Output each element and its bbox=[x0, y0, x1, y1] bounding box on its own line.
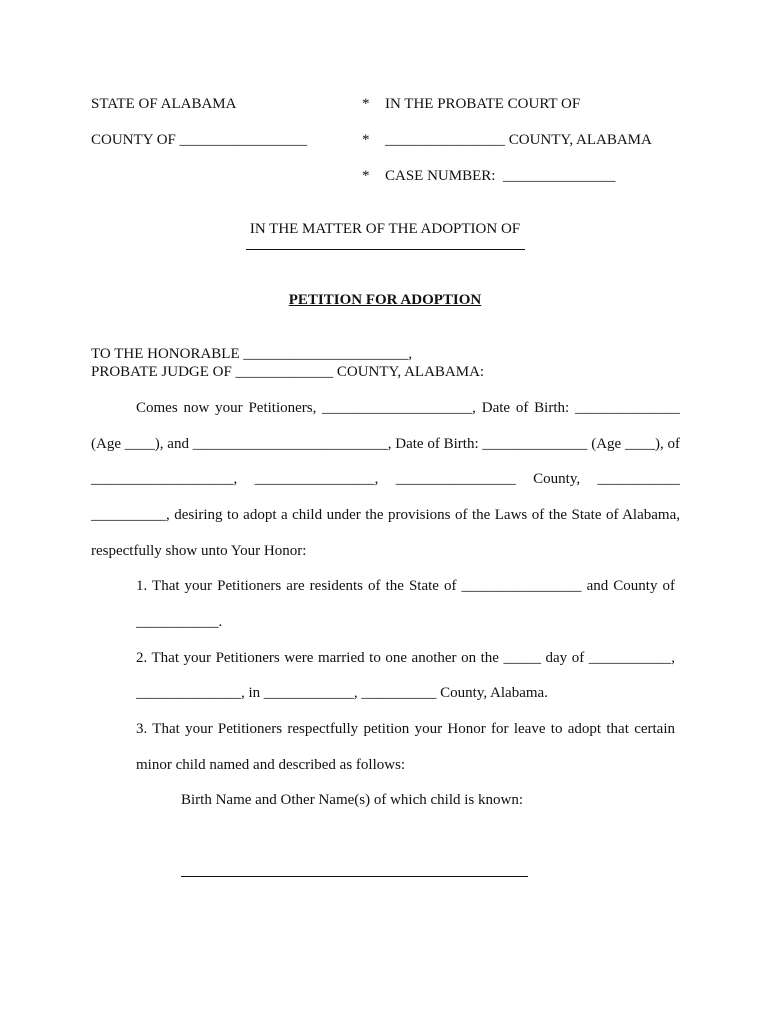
caption-star: * bbox=[362, 168, 370, 184]
birth-name-label: Birth Name and Other Name(s) of which child is known: bbox=[181, 792, 524, 808]
item3-minor-child-line: minor child named and described as follows: bbox=[136, 757, 406, 773]
respectfully-line: respectfully show unto Your Honor: bbox=[91, 543, 307, 559]
petitioners-line[interactable]: Comes now your Petitioners, ____________________, Date of Birth: ______________ bbox=[136, 400, 680, 416]
item3-petition-line: 3. That your Petitioners respectfully petition your Honor for leave to adopt that certain bbox=[136, 721, 675, 737]
desiring-line[interactable]: __________, desiring to adopt a child under the provisions of the Laws of the State of Alabama, bbox=[91, 507, 680, 523]
matter-heading: IN THE MATTER OF THE ADOPTION OF bbox=[249, 221, 521, 237]
petitioners-address-line[interactable]: ___________________, ________________, ________________ County, ___________ bbox=[91, 471, 680, 487]
state-label: STATE OF ALABAMA bbox=[91, 96, 237, 112]
item2-location-line[interactable]: ______________, in ____________, __________ County, Alabama. bbox=[136, 685, 548, 701]
item2-marriage-line[interactable]: 2. That your Petitioners were married to one another on the _____ day of ___________, bbox=[136, 650, 675, 666]
birth-name-line[interactable] bbox=[181, 876, 528, 877]
adoptee-name-line[interactable] bbox=[246, 249, 525, 250]
item1-county-line[interactable]: ___________. bbox=[136, 614, 223, 630]
document-title: PETITION FOR ADOPTION bbox=[288, 292, 482, 308]
case-number-field[interactable]: CASE NUMBER: _______________ bbox=[385, 168, 616, 184]
judge-address-line2[interactable]: PROBATE JUDGE OF _____________ COUNTY, ALABAMA: bbox=[91, 364, 485, 380]
item1-residence-line[interactable]: 1. That your Petitioners are residents of the State of ________________ and County of bbox=[136, 578, 675, 594]
court-county-field[interactable]: ________________ COUNTY, ALABAMA bbox=[385, 132, 652, 148]
caption-star: * bbox=[362, 96, 370, 112]
court-label: IN THE PROBATE COURT OF bbox=[385, 96, 581, 112]
judge-address-line1[interactable]: TO THE HONORABLE ______________________, bbox=[91, 346, 413, 362]
county-field[interactable]: COUNTY OF _________________ bbox=[91, 132, 308, 148]
caption-star: * bbox=[362, 132, 370, 148]
petitioners-age-line[interactable]: (Age ____), and __________________________, Date of Birth: ______________ (Age ____), of bbox=[91, 436, 680, 452]
